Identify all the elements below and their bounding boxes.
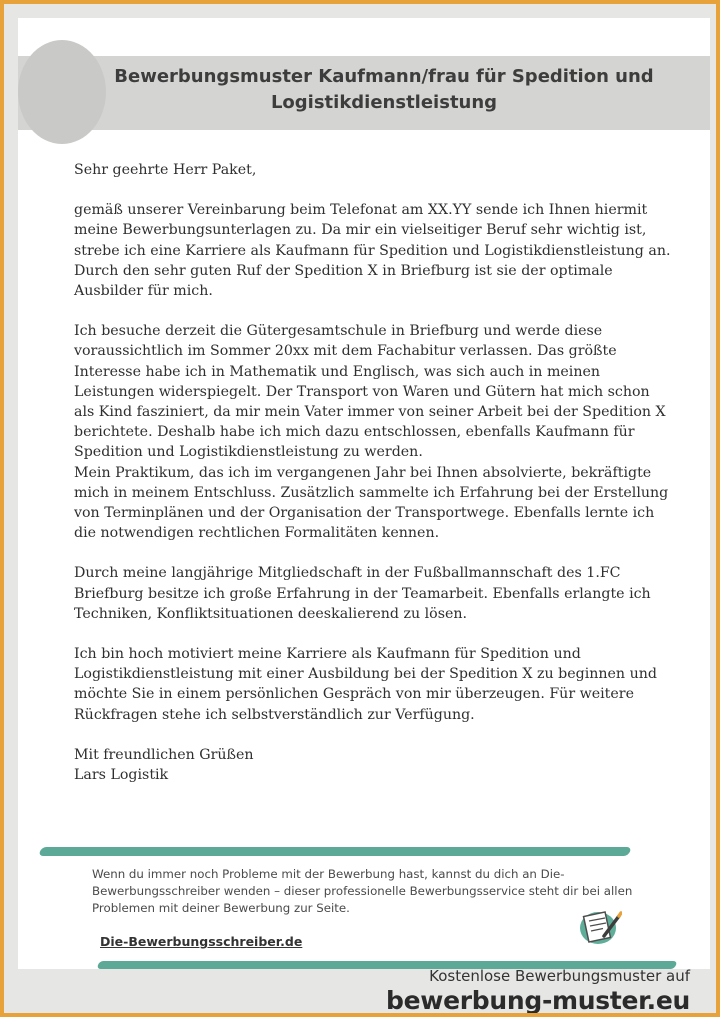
title-line-1: Bewerbungsmuster Kaufmann/frau für Spedition und [114,66,654,87]
letter-closing: Mit freundlichen Grüßen [74,746,254,763]
footer-site-name[interactable]: bewerbung-muster.eu [386,986,690,1015]
letter-paragraph-2: Ich besuche derzeit die Gütergesamtschule in Briefburg und werde diese voraussichtlich im Sommer 20xx mit dem Fachabitur verlassen. Das größte Interesse habe ich in Mathematik und Englisch, was sich auch in meinen Leistungen widerspiegelt. Der Transport von Waren und Gütern hat mich schon als Kind fasziniert, da mir mein Vater immer von seiner Arbeit bei der Spedition X berichtete. Deshalb habe ich mich dazu entschlossen, ebenfalls Kaufmann für Spedition und Logistikdienstleistung zu werden. [74,323,666,461]
brush-stroke-top [38,847,631,856]
page-title [78,64,690,116]
letter-paragraph-4: Durch meine langjährige Mitgliedschaft in der Fußballmannschaft des 1.FC Briefburg besitze ich große Erfahrung in der Teamarbeit. Ebenfalls erlangte ich Techniken, Konfliktsituationen deeskalierend zu lösen. [74,565,651,622]
service-link[interactable]: Die-Bewerbungsschreiber.de [100,934,303,949]
letter-paragraph-5: Ich bin hoch motiviert meine Karriere als Kaufmann für Spedition und Logistikdienstleistung mit einer Ausbildung bei der Spedition X zu beginnen und möchte Sie in einem persönlichen Gespräch von mir überzeugen. Für weitere Rückfragen stehe ich selbstverständlich zur Verfügung. [74,646,657,723]
letter-paragraph-1: gemäß unserer Vereinbarung beim Telefonat am XX.YY sende ich Ihnen hiermit meine Bewerbungsunterlagen zu. Da mir ein vielseitiger Beruf sehr wichtig ist, strebe ich eine Karriere als Kaufmann für Spedition und Logistikdienstleistung an. Durch den sehr guten Ruf der Spedition X in Briefburg ist sie der optimale Ausbilder für mich. [74,202,671,300]
letter-signature: Lars Logistik [74,767,169,784]
service-note: Wenn du immer noch Probleme mit der Bewerbung hast, kannst du dich an Die-Bewerbungsschreiber wenden – dieser professionelle Bewerbungsservice steht dir bei allen Problemen mit deiner Bewerbung zur Seite. [92,867,633,915]
letter-paragraph-3: Mein Praktikum, das ich im vergangenen Jahr bei Ihnen absolvierte, bekräftigte mich in meinem Entschluss. Zusätzlich sammelte ich Erfahrung bei der Erstellung von Terminplänen und der Organisation der Transportwege. Ebenfalls lernte ich die notwendigen rechtlichen Formalitäten kennen. [74,464,669,542]
letter-salutation: Sehr geehrte Herr Paket, [74,162,257,178]
letter-page [18,18,710,969]
document-pen-icon [578,906,622,946]
letter-body [74,160,674,785]
footer-tagline: Kostenlose Bewerbungsmuster auf [429,967,690,985]
title-line-2: Logistikdienstleistung [270,92,498,113]
